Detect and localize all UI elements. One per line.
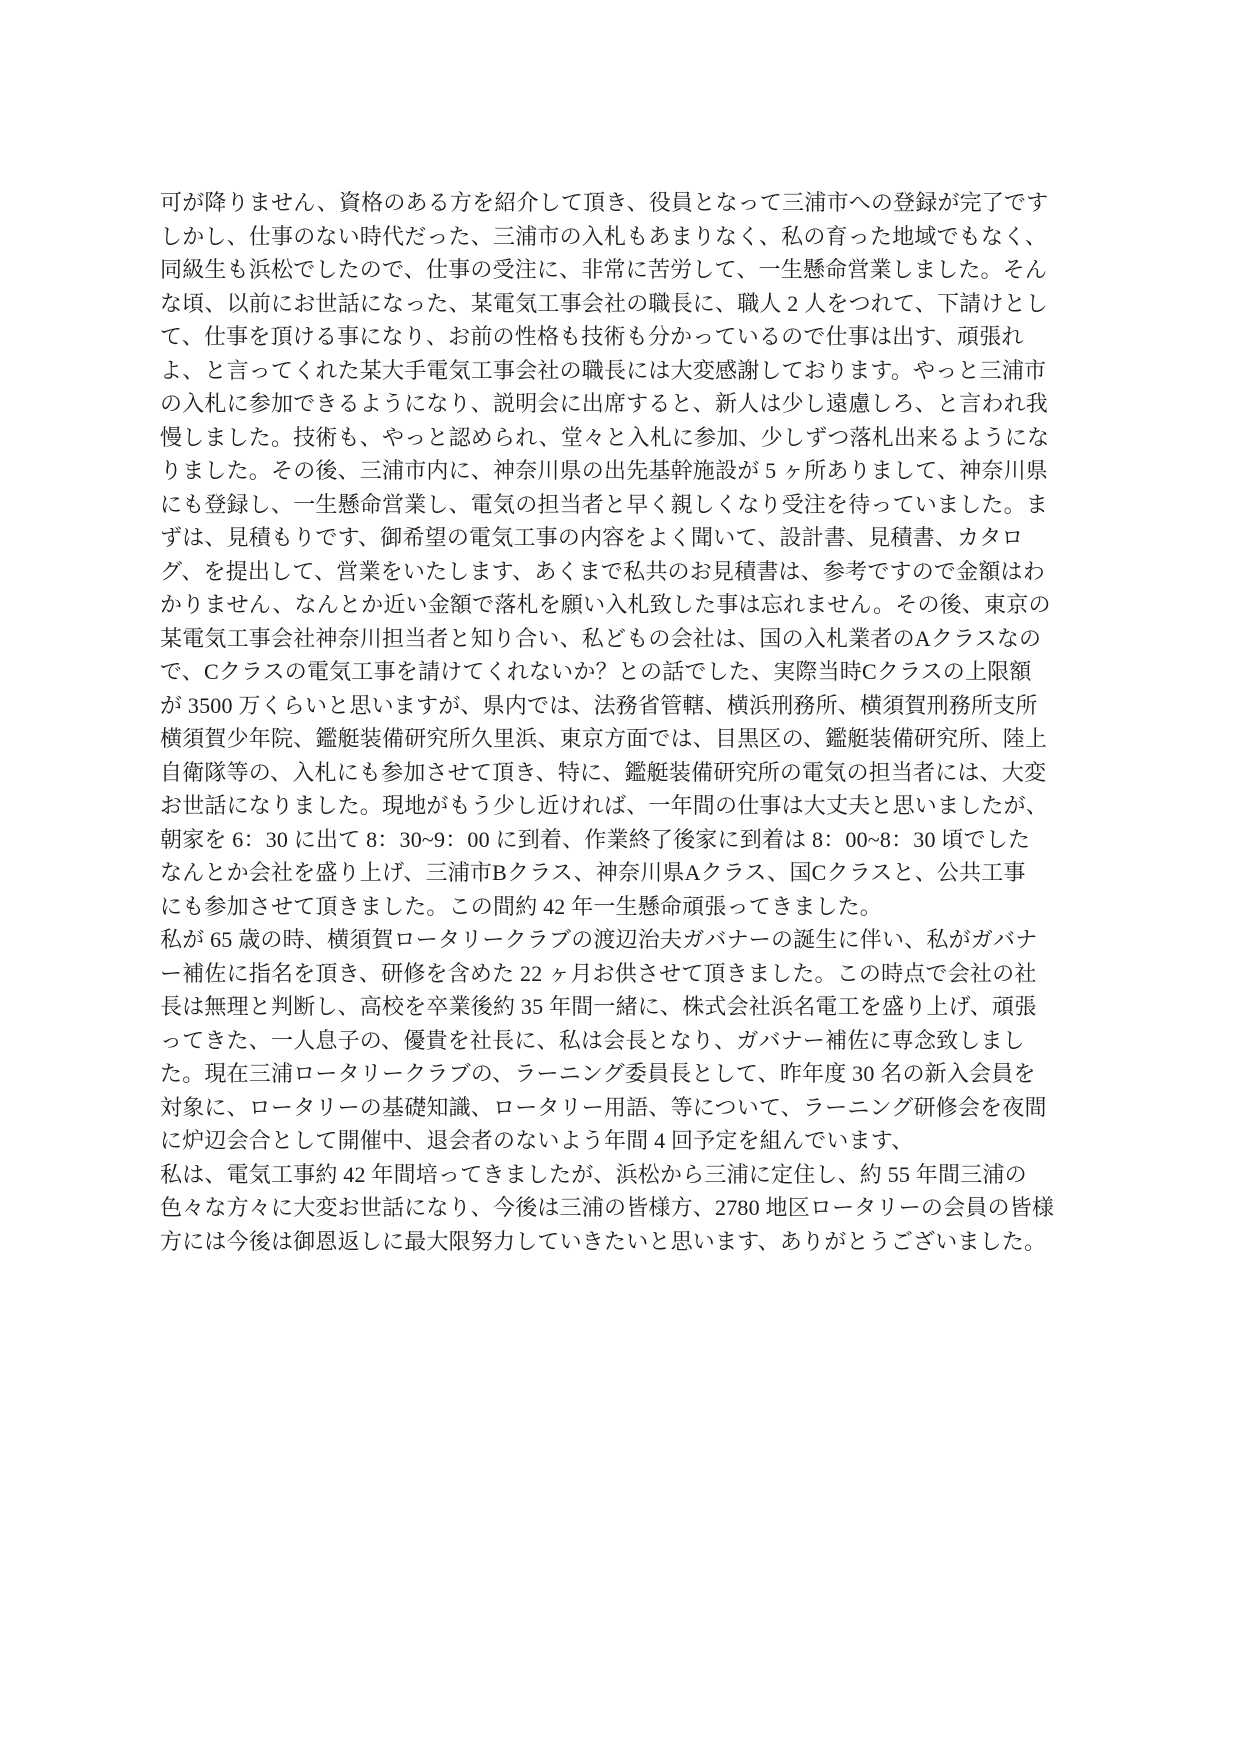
text-line: で、Cクラスの電気工事を請けてくれないか？との話でした、実際当時Cクラスの上限額 <box>160 659 1032 684</box>
text-line: にも参加させて頂きました。この間約 42 年一生懸命頑張ってきました。 <box>160 893 883 919</box>
text-line: ずは、見積もりです、御希望の電気工事の内容をよく聞いて、設計書、見積書、カタロ <box>160 525 1024 550</box>
text-line: ってきた、一人息子の、優貴を社長に、私は会長となり、ガバナー補佐に専念致しまし <box>160 1027 1025 1053</box>
text-line: て、仕事を頂ける事になり、お前の性格も技術も分かっているので仕事は出す、頑張れ <box>160 324 1024 349</box>
text-line: お世話になりました。現地がもう少し近ければ、一年間の仕事は大丈夫と思いましたが、 <box>160 793 1049 818</box>
text-line: なんとか会社を盛り上げ、三浦市Bクラス、神奈川県Aクラス、国Cクラスと、公共工事 <box>160 860 1026 885</box>
text-line: 同級生も浜松でしたので、仕事の受注に、非常に苦労して、一生懸命営業しました。そん <box>160 257 1048 282</box>
text-line: グ、を提出して、営業をいたします、あくまで私共のお見積書は、参考ですので金額はわ <box>160 558 1045 584</box>
text-line: 方には今後は御恩返しに最大限努力していきたいと思います、ありがとうございました。 <box>160 1228 1047 1254</box>
text-line: 私は、電気工事約 42 年間培ってきましたが、浜松から三浦に定住し、約 55 年間三浦の <box>160 1161 1027 1187</box>
text-line: 長は無理と判断し、高校を卒業後約 35 年間一緒に、株式会社浜名電工を盛り上げ、頑張 <box>160 994 1037 1019</box>
text-line: 可が降りません、資格のある方を紹介して頂き、役員となって三浦市への登録が完了です <box>160 190 1049 215</box>
text-line: 慢しました。技術も、やっと認められ、堂々と入札に参加、少しずつ落札出来るようにな <box>160 424 1050 450</box>
text-line: に炉辺会合として開催中、退会者のないよう年間 4 回予定を組んでいます、 <box>160 1128 914 1153</box>
text-line: 朝家を 6：30 に出て 8：30~9：00 に到着、作業終了後家に到着は 8：00~8：30 頃でした <box>160 826 1031 852</box>
body-text <box>160 186 1100 1258</box>
text-line: 私が 65 歳の時、横須賀ロータリークラブの渡辺治夫ガバナーの誕生に伴い、私がガバナ <box>160 927 1038 952</box>
text-line: りました。その後、三浦市内に、神奈川県の出先基幹施設が 5 ヶ所ありまして、神奈川県 <box>160 458 1048 483</box>
text-line: が 3500 万くらいと思いますが、県内では、法務省管轄、横浜刑務所、横須賀刑務所支所 <box>160 692 1038 718</box>
text-line: 色々な方々に大変お世話になり、今後は三浦の皆様方、2780 地区ロータリーの会員の皆様 <box>160 1195 1055 1220</box>
text-line: 横須賀少年院、鑑艇装備研究所久里浜、東京方面では、目黒区の、鑑艇装備研究所、陸上 <box>160 726 1048 751</box>
text-line: かりません、なんとか近い金額で落札を願い入札致した事は忘れません。その後、東京の <box>160 592 1051 617</box>
text-line: な頃、以前にお世話になった、某電気工事会社の職長に、職人 2 人をつれて、下請けとし <box>160 290 1048 316</box>
text-line: 某電気工事会社神奈川担当者と知り合い、私どもの会社は、国の入札業者のAクラスなの <box>160 625 1042 651</box>
text-line: にも登録し、一生懸命営業し、電気の担当者と早く親しくなり受注を待っていました。ま <box>160 491 1049 517</box>
text-line: た。現在三浦ロータリークラブの、ラーニング委員長として、昨年度 30 名の新入会員を <box>160 1061 1036 1086</box>
text-line: ー補佐に指名を頂き、研修を含めた 22 ヶ月お供させて頂きました。この時点で会社の社 <box>160 960 1037 986</box>
text-line: しかし、仕事のない時代だった、三浦市の入札もあまりなく、私の育った地域でもなく、 <box>160 223 1048 249</box>
text-line: よ、と言ってくれた某大手電気工事会社の職長には大変感謝しております。やっと三浦市 <box>160 357 1047 383</box>
text-line: 対象に、ロータリーの基礎知識、ロータリー用語、等について、ラーニング研修会を夜間 <box>160 1094 1047 1120</box>
text-line: 自衛隊等の、入札にも参加させて頂き、特に、鑑艇装備研究所の電気の担当者には、大変 <box>160 759 1047 785</box>
text-line: の入札に参加できるようになり、説明会に出席すると、新人は少し遠慮しろ、と言われ我 <box>160 391 1049 416</box>
